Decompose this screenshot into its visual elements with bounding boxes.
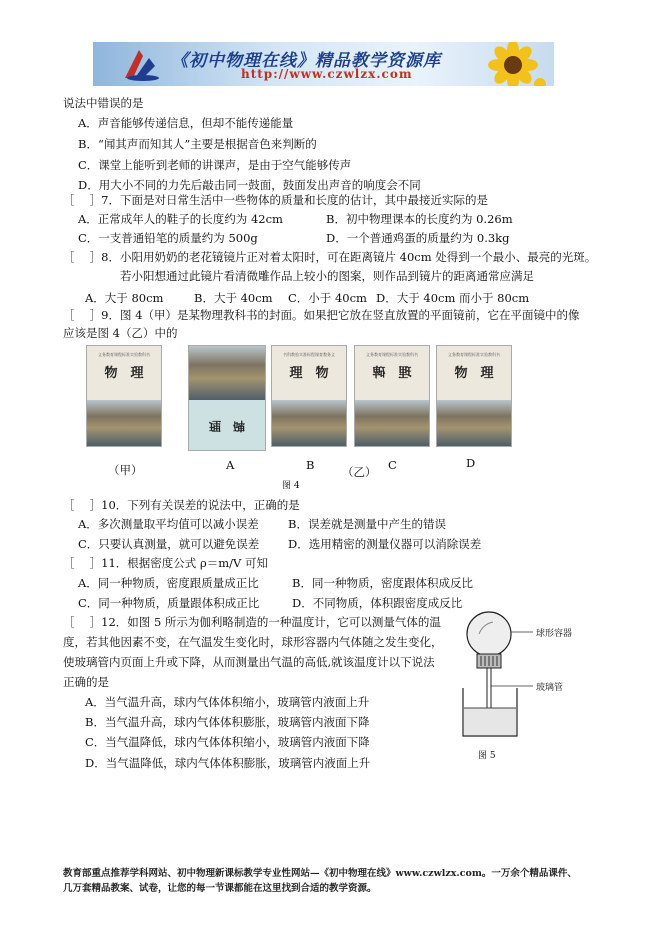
footer xyxy=(63,866,577,896)
option-a: A．大于 80cm xyxy=(85,291,164,305)
option-a: A．当气温升高，球内气体体积缩小，玻璃管内液面上升 xyxy=(85,695,370,709)
option-b: B．当气温升高，球内气体体积膨胀，玻璃管内液面下降 xyxy=(85,715,370,729)
banner-title: 《初中物理在线》精品教学资源库 xyxy=(171,51,441,71)
text-line: 说法中错误的是 xyxy=(63,96,144,110)
header-banner xyxy=(93,42,554,86)
option-c: C．同一种物质，质量跟体积成正比 xyxy=(78,596,260,610)
option-d: D．一个普通鸡蛋的质量约为 0.3kg xyxy=(326,231,510,245)
figure-5-label: 图 5 xyxy=(478,751,496,761)
option-a: A．同一种物质，密度跟质量成正比 xyxy=(78,576,259,590)
option-d: D．大于 40cm 而小于 80cm xyxy=(376,291,530,305)
option-b: B．误差就是测量中产生的错误 xyxy=(288,517,446,531)
question-12-cont: 度，若其他因素不变，在气温发生变化时，球形容器内气体随之发生变化， xyxy=(63,635,443,649)
book-option-d: 义务教育课程标准实验教科书 物 理 xyxy=(436,345,512,447)
caption-b: B xyxy=(306,458,315,472)
option-b: B．大于 40cm xyxy=(194,291,273,305)
footer-line-1: 教育部重点推荐学科网站、初中物理新课标教学专业性网站—《初中物理在线》www.czwlzx.com。一万余个精品课件、 xyxy=(63,868,577,879)
caption-d: D xyxy=(466,456,476,470)
question-9: ［ ］9．图 4（甲）是某物理教科书的封面。如果把它放在竖直放置的平面镜前，它在平面镜中的像 xyxy=(63,308,580,322)
question-12-cont: 使玻璃管内页面上升或下降，从而测量出气温的高低,就该温度计以下说法 xyxy=(63,655,435,669)
option-c: C．当气温降低，球内气体体积缩小，玻璃管内液面下降 xyxy=(85,735,370,749)
question-9-cont: 应该是图 4（乙）中的 xyxy=(63,326,178,340)
option-d: D．用大小不同的力先后敲击同一鼓面，鼓面发出声音的响度会不同 xyxy=(78,178,421,192)
sunflower-icon xyxy=(478,42,548,86)
question-10: ［ ］10．下列有关误差的说法中，正确的是 xyxy=(63,498,300,512)
option-a: A．声音能够传递信息，但却不能传递能量 xyxy=(78,116,294,130)
book-option-c: 义务教育课程标准实验教科书 理 碑 xyxy=(354,345,430,447)
bulb-label: 球形容器 xyxy=(536,629,573,639)
bulb xyxy=(467,612,511,656)
option-a: A．多次测量取平均值可以减小误差 xyxy=(78,517,259,531)
caption-a: A xyxy=(226,458,235,472)
option-b: B．同一种物质，密度跟体积成反比 xyxy=(292,576,473,590)
footer-line-2: 几万套精品教案、试卷，让您的每一节课都能在这里找到合适的教学资源。 xyxy=(63,883,377,894)
banner-url[interactable]: http://www.czwlzx.com xyxy=(241,67,413,81)
caption-yi: （乙） xyxy=(342,465,377,479)
book-option-b: 书科教验实准标程课育教务义 理 物 xyxy=(271,345,347,447)
option-b: B．初中物理课本的长度约为 0.26m xyxy=(326,212,513,226)
option-c: C．一支普通铅笔的质量约为 500g xyxy=(78,231,258,245)
question-8-cont: 若小阳想通过此镜片看清微雕作品上较小的图案，则作品到镜片的距离通常应满足 xyxy=(120,269,534,283)
option-d: D．不同物质，体积跟密度成反比 xyxy=(292,596,463,610)
option-c: C．只要认真测量，就可以避免误差 xyxy=(78,537,260,551)
caption-c: C xyxy=(388,458,397,472)
tube-label: 玻璃管 xyxy=(536,683,564,693)
option-d: D．当气温降低，球内气体体积膨胀，玻璃管内液面上升 xyxy=(85,756,371,770)
caption-jia: （甲） xyxy=(108,463,143,477)
book-cover-jia: 义务教育课程标准实验教科书 物 理 xyxy=(86,345,162,447)
question-8: ［ ］8．小阳用奶奶的老花镜镜片正对着太阳时，可在距离镜片 40cm 处得到一个最小、最亮的光斑。 xyxy=(63,250,597,264)
option-c: C．小于 40cm xyxy=(288,291,367,305)
logo-icon xyxy=(121,46,161,82)
question-12-cont: 正确的是 xyxy=(63,675,109,689)
option-d: D．选用精密的测量仪器可以消除误差 xyxy=(288,537,482,551)
option-c: C．课堂上能听到老师的讲课声，是由于空气能够传声 xyxy=(78,158,352,172)
question-11: ［ ］11．根据密度公式 ρ＝m/V 可知 xyxy=(63,556,268,570)
book-option-a: 理 碑 xyxy=(188,345,266,451)
figure-4-label: 图 4 xyxy=(282,481,300,491)
option-b: B．“闻其声而知其人”主要是根据音色来判断的 xyxy=(78,137,317,151)
question-12: ［ ］12．如图 5 所示为伽利略制造的一种温度计，它可以测量气体的温 xyxy=(63,615,441,629)
option-a: A．正常成年人的鞋子的长度约为 42cm xyxy=(78,212,283,226)
question-7: ［ ］7．下面是对日常生活中一些物体的质量和长度的估计，其中最接近实际的是 xyxy=(63,193,488,207)
